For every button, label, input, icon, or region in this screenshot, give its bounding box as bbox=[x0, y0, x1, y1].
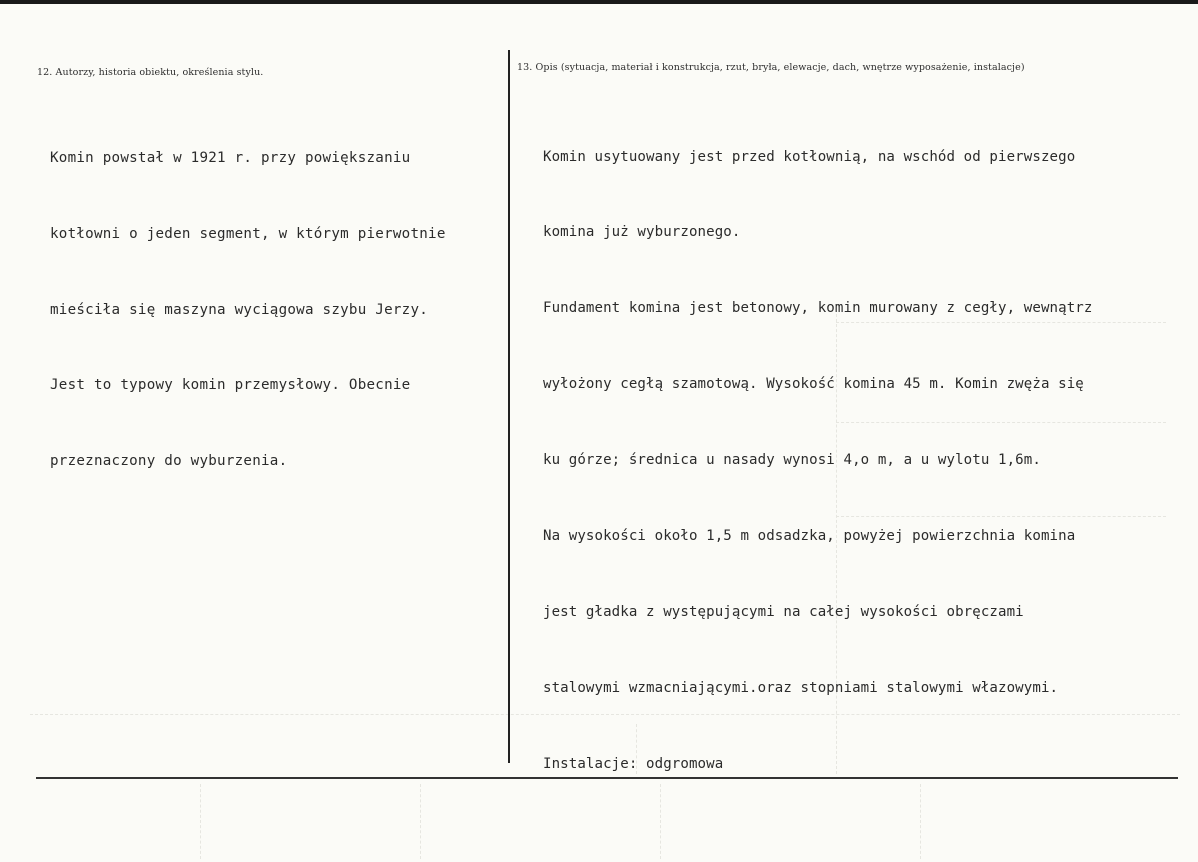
typed-line: Komin powstał w 1921 r. przy powiększaniu bbox=[50, 150, 411, 167]
section-13-header: 13. Opis (sytuacja, materiał i konstrukcja, rzut, bryła, elewacje, dach, wnętrze wyposażenie, instalacje) bbox=[517, 62, 1025, 73]
show-through-rule bbox=[200, 784, 201, 859]
section-13-typed-text bbox=[543, 94, 1092, 828]
show-through-rule bbox=[420, 784, 421, 859]
section-12-typed-text bbox=[50, 96, 446, 524]
typed-line: Komin usytuowany jest przed kotłownią, na wschód od pierwszego bbox=[543, 148, 1076, 165]
typed-line: Na wysokości około 1,5 m odsadzka, powyżej powierzchnia komina bbox=[543, 528, 1076, 545]
typed-line: przeznaczony do wyburzenia. bbox=[50, 452, 288, 469]
typed-line: jest gładka z występującymi na całej wysokości obręczami bbox=[543, 603, 1024, 620]
typed-line: wyłożony cegłą szamotową. Wysokość komina 45 m. Komin zwęża się bbox=[543, 376, 1084, 393]
section-12-header: 12. Autorzy, historia obiektu, określenia stylu. bbox=[37, 67, 264, 78]
typed-line: ku górze; średnica u nasady wynosi 4,o m, a u wylotu 1,6m. bbox=[543, 452, 1041, 469]
typed-line: Instalacje: odgromowa bbox=[543, 755, 724, 772]
typed-line: Jest to typowy komin przemysłowy. Obecnie bbox=[50, 377, 411, 394]
column-divider bbox=[508, 50, 510, 763]
typed-line: mieściła się maszyna wyciągowa szybu Jerzy. bbox=[50, 301, 429, 318]
typed-line: komina już wyburzonego. bbox=[543, 224, 741, 241]
typed-line: Fundament komina jest betonowy, komin murowany z cegły, wewnątrz bbox=[543, 300, 1093, 317]
record-card bbox=[0, 4, 1198, 862]
typed-line: kotłowni o jeden segment, w którym pierwotnie bbox=[50, 226, 446, 243]
bottom-rule bbox=[36, 777, 1178, 779]
typed-line: stalowymi wzmacniającymi.oraz stopniami stalowymi włazowymi. bbox=[543, 679, 1059, 696]
